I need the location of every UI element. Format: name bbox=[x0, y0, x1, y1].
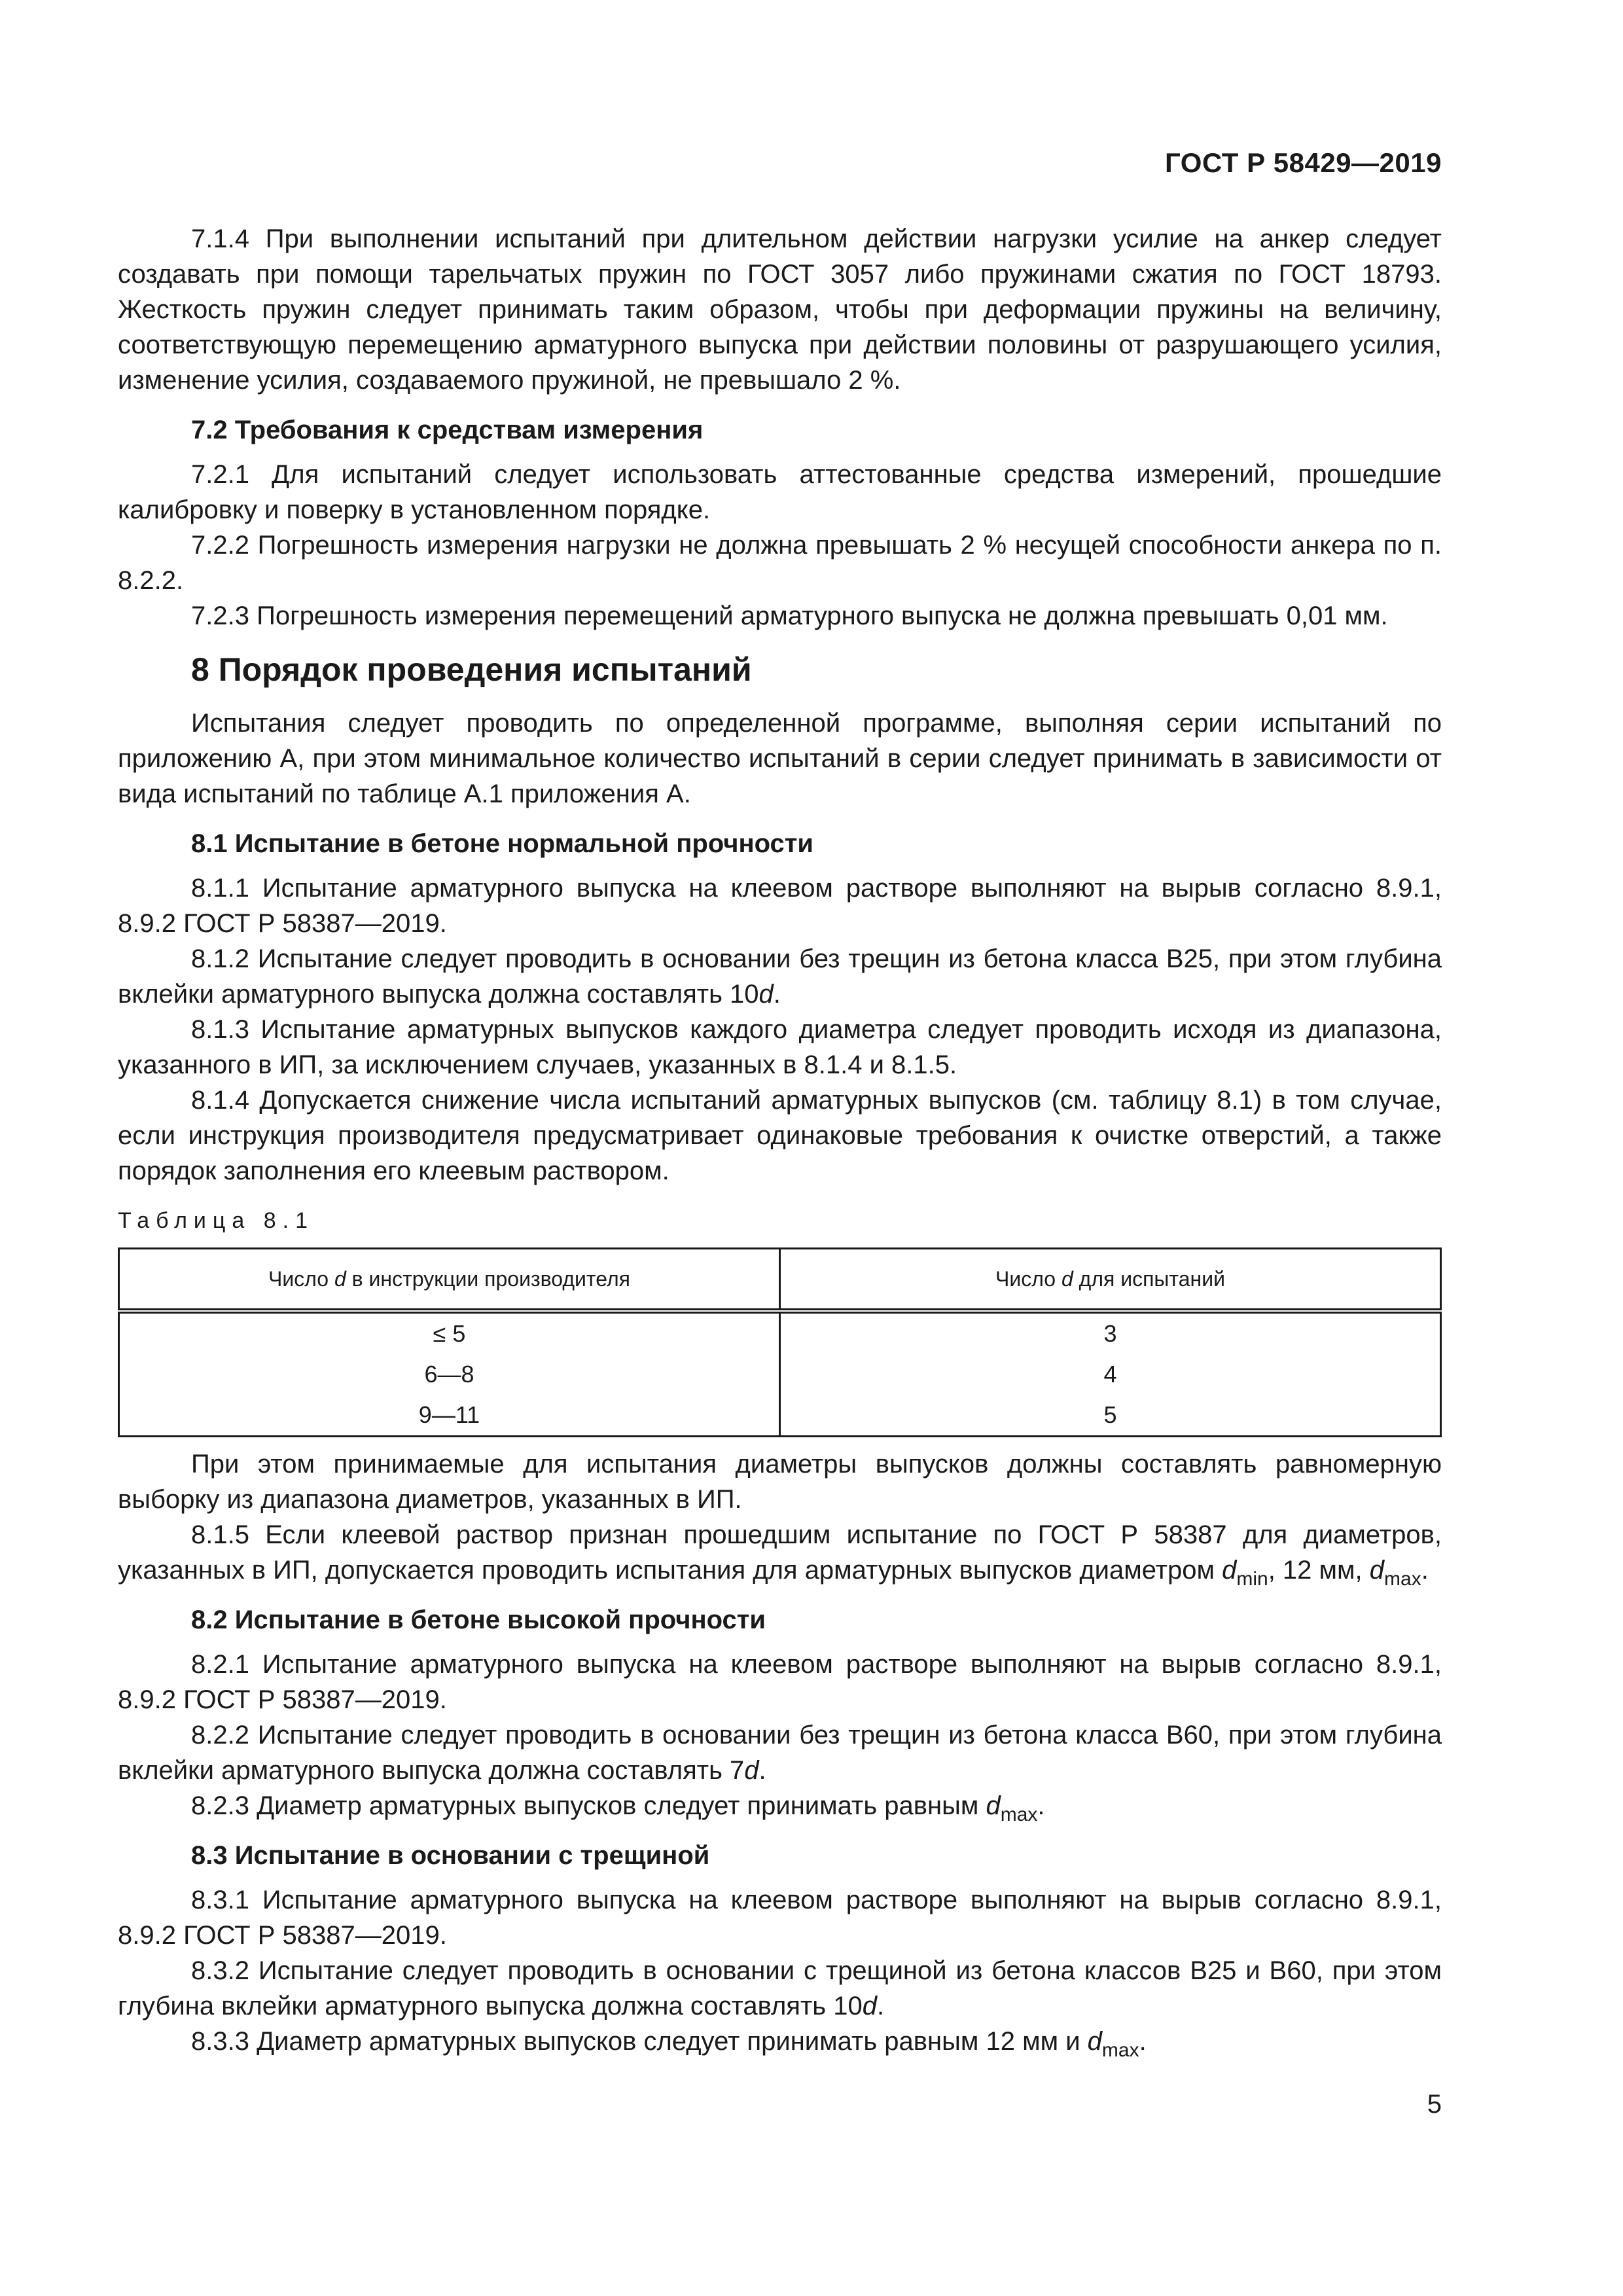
column-header-d-for-tests: Число d для испытаний bbox=[780, 1249, 1441, 1312]
paragraph-8-2-1: 8.2.1 Испытание арматурного выпуска на клеевом растворе выполняют на вырыв согласно 8.9.1, 8.9.2 ГОСТ Р 58387—2019. bbox=[118, 1650, 1442, 1714]
document-page bbox=[118, 0, 1442, 2296]
table-cell: ≤ 5 bbox=[119, 1311, 780, 1354]
table-row bbox=[119, 1311, 1441, 1354]
paragraph-7-2-2: 7.2.2 Погрешность измерения нагрузки не должна превышать 2 % несущей способности анкера по п. 8.2.2. bbox=[118, 531, 1442, 595]
table-8-1 bbox=[118, 1247, 1442, 1437]
section-heading-8: 8 Порядок проведения испытаний bbox=[191, 651, 752, 688]
table-cell: 4 bbox=[780, 1354, 1441, 1395]
column-header-d-in-instruction: Число d в инструкции производителя bbox=[119, 1249, 780, 1312]
paragraph-8-3-3: 8.3.3 Диаметр арматурных выпусков следует принимать равным 12 мм и $d_{max}$. bbox=[191, 2027, 1147, 2061]
section-heading-8-3: 8.3 Испытание в основании с трещиной bbox=[191, 1841, 710, 1870]
paragraph-8-intro: Испытания следует проводить по определенной программе, выполняя серии испытаний по приложению А, при этом минимальное количество испытаний в серии следует принимать в зависимости от вида испытаний по таблице А.1 приложения А. bbox=[118, 709, 1442, 808]
document-body bbox=[118, 221, 1442, 2059]
section-heading-8-2: 8.2 Испытание в бетоне высокой прочности bbox=[191, 1605, 766, 1634]
paragraph-8-1-3: 8.1.3 Испытание арматурных выпусков каждого диаметра следует проводить исходя из диапазона, указанного в ИП, за исключением случаев, указанных в 8.1.4 и 8.1.5. bbox=[118, 1015, 1442, 1079]
table-cell: 5 bbox=[780, 1395, 1441, 1437]
paragraph-8-2-3: 8.2.3 Диаметр арматурных выпусков следует принимать равным $d_{max}$. bbox=[191, 1791, 1045, 1825]
table-cell: 9—11 bbox=[119, 1395, 780, 1437]
section-heading-7-2: 7.2 Требования к средствам измерения bbox=[191, 416, 704, 444]
paragraph-8-2-2: 8.2.2 Испытание следует проводить в основании без трещин из бетона класса В60, при этом глубина вклейки арматурного выпуска должна составлять 7d. bbox=[118, 1721, 1442, 1785]
page-number: 5 bbox=[1427, 2090, 1442, 2119]
table-header-row bbox=[119, 1249, 1441, 1312]
paragraph-7-2-1: 7.2.1 Для испытаний следует использовать аттестованные средства измерений, прошедшие калибровку и поверку в установленном порядке. bbox=[118, 460, 1442, 524]
paragraph-7-1-4: 7.1.4 При выполнении испытаний при длительном действии нагрузки усилие на анкер следует создавать при помощи тарельчатых пружин по ГОСТ 3057 либо пружинами сжатия по ГОСТ 18793. Жесткость пружин следует принимать таким образом, чтобы при деформации пружины на величину, соответствующую перемещению арматурного выпуска при действии половины от разрушающего усилия, изменение усилия, создаваемого пружиной, не превышало 2 %. bbox=[118, 224, 1442, 395]
paragraph-8-1-5: 8.1.5 Если клеевой раствор признан прошедшим испытание по ГОСТ Р 58387 для диаметров, указанных в ИП, допускается проводить испытания для арматурных выпусков диаметром $d_{min}$, 12 мм, $d_{max}$. bbox=[118, 1520, 1442, 1590]
paragraph-after-table: При этом принимаемые для испытания диаметры выпусков должны составлять равномерную выборку из диапазона диаметров, указанных в ИП. bbox=[118, 1450, 1442, 1514]
table-cell: 3 bbox=[780, 1311, 1441, 1354]
table-cell: 6—8 bbox=[119, 1354, 780, 1395]
paragraph-8-3-1: 8.3.1 Испытание арматурного выпуска на клеевом растворе выполняют на вырыв согласно 8.9.1, 8.9.2 ГОСТ Р 58387—2019. bbox=[118, 1886, 1442, 1950]
paragraph-8-3-2: 8.3.2 Испытание следует проводить в основании с трещиной из бетона классов В25 и В60, при этом глубина вклейки арматурного выпуска должна составлять 10d. bbox=[118, 1956, 1442, 2020]
document-id-header: ГОСТ Р 58429—2019 bbox=[1165, 147, 1442, 178]
paragraph-8-1-2: 8.1.2 Испытание следует проводить в основании без трещин из бетона класса В25, при этом глубина вклейки арматурного выпуска должна составлять 10d. bbox=[118, 944, 1442, 1009]
table-caption: Таблица 8.1 bbox=[118, 1208, 315, 1233]
paragraph-7-2-3: 7.2.3 Погрешность измерения перемещений арматурного выпуска не должна превышать 0,01 мм. bbox=[191, 601, 1388, 630]
paragraph-8-1-4: 8.1.4 Допускается снижение числа испытаний арматурных выпусков (см. таблицу 8.1) в том случае, если инструкция производителя предусматривает одинаковые требования к очистке отверстий, а также порядок заполнения его клеевым раствором. bbox=[118, 1086, 1442, 1185]
paragraph-8-1-1: 8.1.1 Испытание арматурного выпуска на клеевом растворе выполняют на вырыв согласно 8.9.1, 8.9.2 ГОСТ Р 58387—2019. bbox=[118, 874, 1442, 938]
table-row bbox=[119, 1354, 1441, 1395]
section-heading-8-1: 8.1 Испытание в бетоне нормальной прочности bbox=[191, 829, 813, 858]
table-row bbox=[119, 1395, 1441, 1437]
